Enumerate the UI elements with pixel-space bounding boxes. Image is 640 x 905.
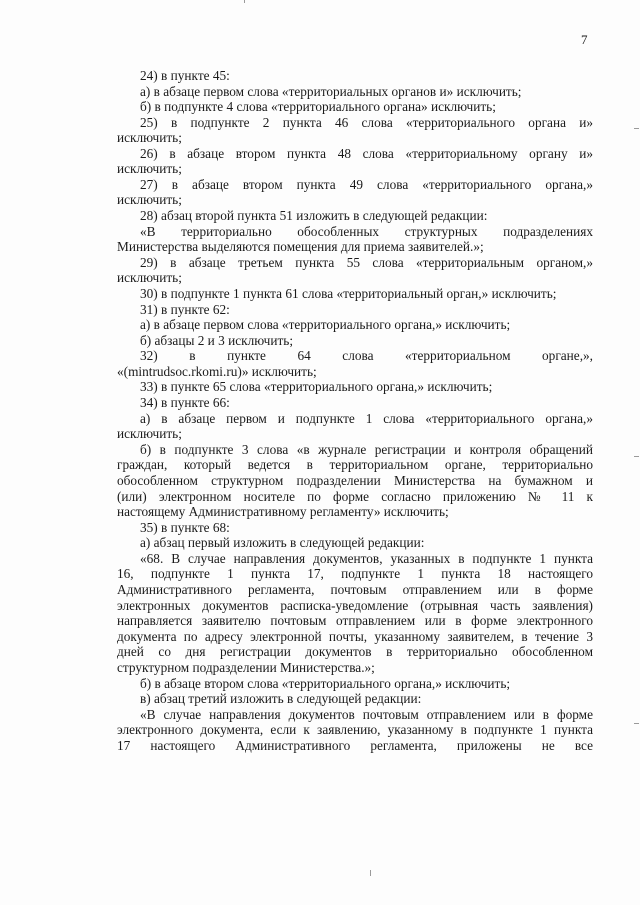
text-line: «В случае направления документов почтовым отправлением или в форме — [140, 707, 593, 722]
text-line: электронного документа, если к заявлению, указанному в подпункте 1 пункта — [117, 722, 593, 737]
text-line: «68. В случае направления документов, указанных в подпункте 1 пункта — [140, 551, 593, 566]
scan-mark — [634, 128, 639, 129]
text-line: 31) в пункте 62: — [140, 302, 230, 317]
text-line: дней со дня регистрации документов в территориально обособленном — [117, 644, 593, 659]
text-line: а) в абзаце первом слова «территориального органа,» исключить; — [140, 317, 511, 332]
text-line: 26) в абзаце втором пункта 48 слова «территориальному органу и» — [140, 146, 593, 161]
text-line: 28) абзац второй пункта 51 изложить в следующей редакции: — [140, 208, 488, 223]
text-line: б) в подпункте 4 слова «территориального органа» исключить; — [140, 99, 496, 114]
text-line: б) абзацы 2 и 3 исключить; — [140, 333, 294, 348]
text-line: а) в абзаце первом слова «территориальных органов и» исключить; — [140, 84, 522, 99]
text-line: 16, подпункте 1 пункта 17, подпункте 1 пункта 18 настоящего — [117, 566, 593, 581]
text-line: структурном подразделении Министерства.»; — [117, 660, 375, 675]
text-line: 35) в пункте 68: — [140, 520, 230, 535]
text-line: 24) в пункте 45: — [140, 68, 230, 83]
text-line: исключить; — [117, 270, 182, 285]
text-line: б) в абзаце втором слова «территориального органа,» исключить; — [140, 676, 511, 691]
text-line: направляется заявителю почтовым отправлением или в форме электронного — [117, 613, 593, 628]
text-line: в) абзац третий изложить в следующей редакции: — [140, 691, 422, 706]
text-line: обособленном структурном подразделении Министерства на бумажном и — [117, 473, 593, 488]
text-line: «В территориально обособленных структурных подразделениях — [140, 224, 593, 239]
text-line: Министерства выделяются помещения для приема заявителей.»; — [117, 239, 484, 254]
scan-mark — [634, 723, 639, 724]
text-line: 27) в абзаце втором пункта 49 слова «территориального органа,» — [140, 177, 593, 192]
scan-mark — [634, 456, 639, 457]
text-line: 34) в пункте 66: — [140, 395, 230, 410]
text-line: а) в абзаце первом и подпункте 1 слова «территориального органа,» — [140, 411, 593, 426]
text-line: 30) в подпункте 1 пункта 61 слова «территориальный орган,» исключить; — [140, 286, 557, 301]
scan-mark — [244, 0, 245, 3]
text-line: документа по адресу электронной почты, указанному заявителем, в течение 3 — [117, 629, 593, 644]
text-line: б) в подпункте 3 слова «в журнале регистрации и контроля обращений — [140, 442, 593, 457]
text-line: а) абзац первый изложить в следующей редакции: — [140, 535, 425, 550]
scan-mark — [370, 870, 371, 876]
text-line: 32) в пункте 64 слова «территориальном органе,», — [140, 348, 593, 363]
text-line: исключить; — [117, 426, 182, 441]
text-line: исключить; — [117, 161, 182, 176]
text-line: 25) в подпункте 2 пункта 46 слова «территориального органа и» — [140, 115, 593, 130]
text-line: электронных документов расписка-уведомление (отрывная часть заявления) — [117, 598, 593, 613]
text-line: 17 настоящего Административного регламента, приложены не все — [117, 738, 593, 753]
text-line: 29) в абзаце третьем пункта 55 слова «территориальным органом,» — [140, 255, 593, 270]
text-line: 33) в пункте 65 слова «территориального органа,» исключить; — [140, 379, 493, 394]
text-line: граждан, который ведется в территориальном органе, территориально — [117, 457, 593, 472]
text-line: (или) электронном носителе по форме согласно приложению № 11 к — [117, 489, 593, 504]
page-number: 7 — [581, 32, 588, 47]
text-line: Административного регламента, почтовым отправлением или в форме — [117, 582, 593, 597]
text-line: исключить; — [117, 192, 182, 207]
text-line: настоящему Административному регламенту» исключить; — [117, 504, 449, 519]
text-line: «(mintrudsoc.rkomi.ru)» исключить; — [117, 364, 317, 379]
text-line: исключить; — [117, 130, 182, 145]
